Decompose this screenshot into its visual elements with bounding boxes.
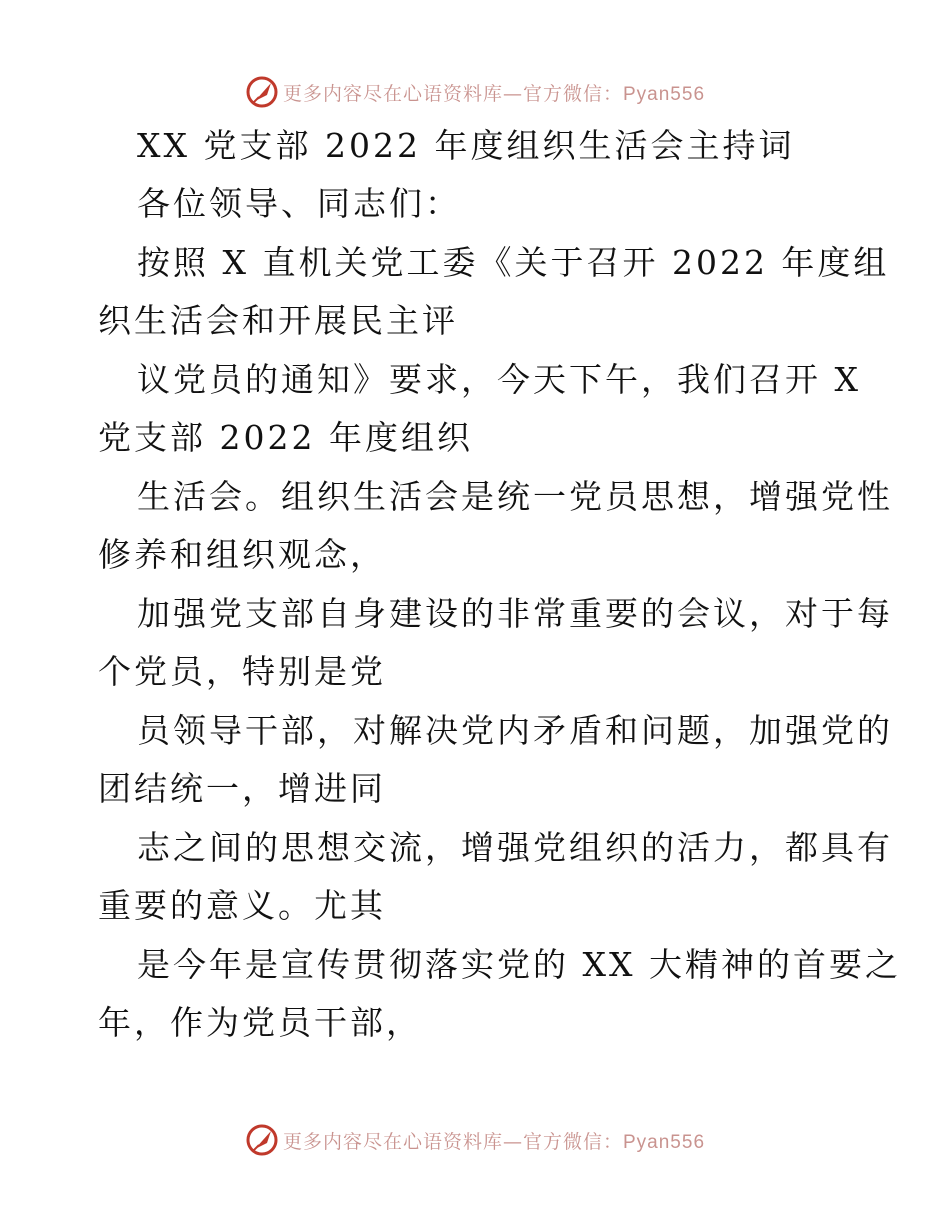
paragraph-line: 年，作为党员干部， <box>98 1003 422 1042</box>
wechat-id: Pyan556 <box>623 1131 706 1153</box>
paragraph-line: 加强党支部自身建设的非常重要的会议，对于每 <box>137 594 893 633</box>
paragraph-line: 修养和组织观念， <box>98 535 386 574</box>
watermark-text: 更多内容尽在心语资料库—官方微信：Pyan556 <box>282 1130 706 1153</box>
paragraph-line: 团结统一，增进同 <box>98 769 386 808</box>
watermark-text: 更多内容尽在心语资料库—官方微信：Pyan556 <box>282 82 706 105</box>
paragraph-line: 志之间的思想交流，增强党组织的活力，都具有 <box>137 828 893 867</box>
paragraph-line: 个党员，特别是党 <box>98 652 386 691</box>
wechat-id: Pyan556 <box>623 83 706 105</box>
paragraph-line: 生活会。组织生活会是统一党员思想，增强党性 <box>137 477 893 516</box>
header-watermark-banner <box>0 72 950 112</box>
paragraph-line: 按照 X 直机关党工委《关于召开 2022 年度组 <box>137 243 890 282</box>
footer-watermark-banner <box>0 1120 950 1160</box>
paragraph-line: 织生活会和开展民主评 <box>98 301 458 340</box>
quill-logo-icon <box>245 1123 279 1157</box>
paragraph-line: 议党员的通知》要求，今天下午，我们召开 X <box>137 360 861 399</box>
document-title: XX 党支部 2022 年度组织生活会主持词 <box>137 126 795 165</box>
quill-logo-icon <box>245 75 279 109</box>
salutation: 各位领导、同志们： <box>137 184 461 223</box>
paragraph-line: 是今年是宣传贯彻落实党的 XX 大精神的首要之 <box>137 945 901 984</box>
paragraph-line: 党支部 2022 年度组织 <box>98 418 473 457</box>
paragraph-line: 员领导干部，对解决党内矛盾和问题，加强党的 <box>137 711 893 750</box>
paragraph-line: 重要的意义。尤其 <box>98 886 386 925</box>
